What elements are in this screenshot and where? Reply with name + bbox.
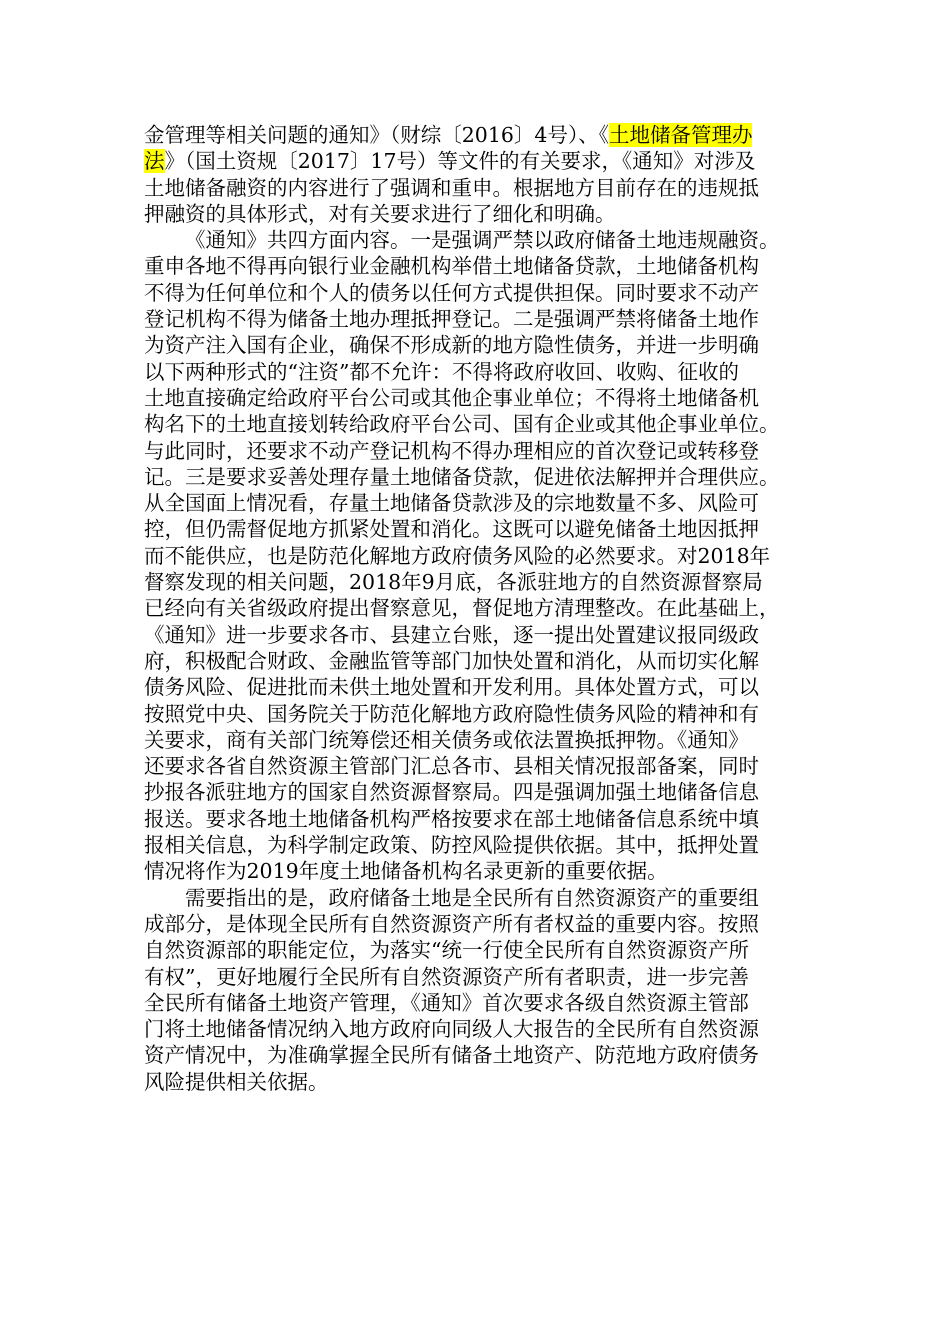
text-run: 》（国土资规〔2017〕17号）等文件的有关要求，《通知》对涉及 [164, 149, 756, 174]
text-line: 押融资的具体形式，对有关要求进行了细化和明确。 [144, 201, 616, 226]
text-line: 土地直接确定给政府平台公司或其他企事业单位；不得将土地储备机 [144, 385, 759, 410]
text-line [144, 122, 808, 148]
document-body [144, 122, 808, 1095]
paragraph-3 [144, 885, 808, 1095]
text-line: 有权”，更好地履行全民所有自然资源资产所有者职责，进一步完善 [144, 964, 749, 989]
text-line: 风险提供相关依据。 [144, 1069, 329, 1094]
text-line: 与此同时，还要求不动产登记机构不得办理相应的首次登记或转移登 [144, 438, 759, 463]
text-line: 土地储备融资的内容进行了强调和重申。根据地方目前存在的违规抵 [144, 175, 759, 200]
text-line: 自然资源部的职能定位，为落实“统一行使全民所有自然资源资产所 [144, 938, 749, 963]
text-line: 督察发现的相关问题，2018年9月底，各派驻地方的自然资源督察局 [144, 570, 763, 595]
text-line: 报相关信息，为科学制定政策、防控风险提供依据。其中，抵押处置 [144, 833, 759, 858]
text-line: 情况将作为2019年度土地储备机构名录更新的重要依据。 [144, 859, 668, 884]
text-run: 金管理等相关问题的通知》（财综〔2016〕4号）、《 [144, 123, 609, 147]
text-line: 已经向有关省级政府提出督察意见，督促地方清理整改。在此基础上， [144, 596, 780, 621]
text-line: 不得为任何单位和个人的债务以任何方式提供担保。同时要求不动产 [144, 280, 759, 305]
text-line: 抄报各派驻地方的国家自然资源督察局。四是强调加强土地储备信息 [144, 780, 759, 805]
text-line: 需要指出的是，政府储备土地是全民所有自然资源资产的重要组 [185, 885, 759, 910]
paragraph-1 [144, 122, 808, 227]
text-line: 报送。要求各地土地储备机构严格按要求在部土地储备信息系统中填 [144, 806, 759, 831]
text-line: 以下两种形式的“注资”都不允许：不得将政府收回、收购、征收的 [144, 359, 739, 384]
text-line: 《通知》共四方面内容。一是强调严禁以政府储备土地违规融资。 [185, 228, 780, 253]
text-line: 按照党中央、国务院关于防范化解地方政府隐性债务风险的精神和有 [144, 701, 759, 726]
text-line: 全民所有储备土地资产管理，《通知》首次要求各级自然资源主管部 [144, 990, 749, 1015]
text-line: 从全国面上情况看，存量土地储备贷款涉及的宗地数量不多、风险可 [144, 491, 759, 516]
text-line: 《通知》进一步要求各市、县建立台账，逐一提出处置建议报同级政 [144, 622, 759, 647]
text-line: 关要求，商有关部门统筹偿还相关债务或依法置换抵押物。《通知》 [144, 727, 749, 752]
text-line: 为资产注入国有企业，确保不形成新的地方隐性债务，并进一步明确 [144, 333, 759, 358]
text-line: 重申各地不得再向银行业金融机构举借土地储备贷款，土地储备机构 [144, 254, 759, 279]
text-line: 登记机构不得为储备土地办理抵押登记。二是强调严禁将储备土地作 [144, 307, 759, 332]
text-line: 控，但仍需督促地方抓紧处置和消化。这既可以避免储备土地因抵押 [144, 517, 759, 542]
text-line: 资产情况中，为准确掌握全民所有储备土地资产、防范地方政府债务 [144, 1043, 759, 1068]
paragraph-2 [144, 227, 808, 884]
text-line: 记。三是要求妥善处理存量土地储备贷款，促进依法解押并合理供应。 [144, 464, 780, 489]
text-line [144, 148, 808, 174]
text-line: 而不能供应，也是防范化解地方政府债务风险的必然要求。对2018年 [144, 543, 771, 568]
text-line: 成部分，是体现全民所有自然资源资产所有者权益的重要内容。按照 [144, 911, 759, 936]
text-line: 府，积极配合财政、金融监管等部门加快处置和消化，从而切实化解 [144, 648, 759, 673]
highlighted-text: 法 [144, 149, 165, 174]
text-line: 门将土地储备情况纳入地方政府向同级人大报告的全民所有自然资源 [144, 1017, 759, 1042]
text-line: 债务风险、促进批而未供土地处置和开发利用。具体处置方式，可以 [144, 675, 759, 700]
text-line: 构名下的土地直接划转给政府平台公司、国有企业或其他企事业单位。 [144, 412, 780, 437]
text-line: 还要求各省自然资源主管部门汇总各市、县相关情况报部备案，同时 [144, 754, 759, 779]
highlighted-text: 土地储备管理办 [608, 123, 753, 147]
